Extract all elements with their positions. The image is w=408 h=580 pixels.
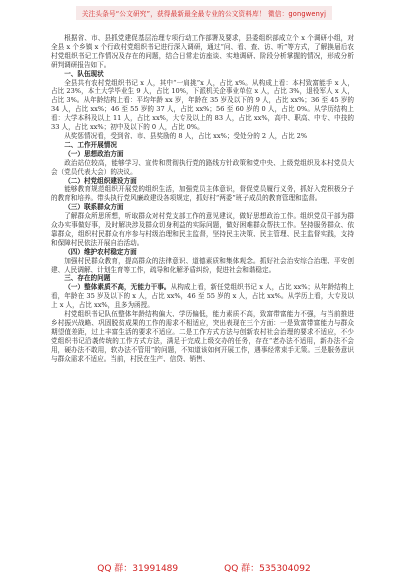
section-heading: 三、存在的问题 [64, 274, 111, 283]
section-heading: 二、工作开展情况 [64, 140, 117, 149]
subsection-heading: （二）村党组织建设方面 [64, 176, 137, 185]
subsection-heading: （一）思想政治方面 [64, 149, 124, 158]
body-paragraph: 全县共有农村党组织书记 x 人，其中“一肩挑”x 人，占比 x%。从构成上看：本村致富能手 x 人，占比 23%，本土大学毕业生 9 人，占比 10%，下派机关企事业单位 x 人，占比 3%，退役军人 x 人，占比 3%。从年龄结构上看：平均年龄 xx 岁，年龄在 35 岁及以下的 9 人，占比 xx%；36 至 45 岁的 34 人，占比 xx%；46 至 55 岁的 37 人，占比 xx%；56 至 60 岁的 0 人，占比 0%。从学历结构上看：大学本科及以上 11 人，占比 xx%，大专及以上的 83 人，占比 xx%，高中、职高、中专、中技的 33 人，占比 xx%；初中及以下的 0 人，占比 0%。 [51, 78, 354, 132]
body-paragraph: 从奖惩情况看，受到省、市、县奖励的 8 人，占比 xx%；受处分的 2 人，占比 2% [64, 131, 308, 140]
body-paragraph: 政治站位较高，能够学习、宣传和贯彻执行党的路线方针政策和党中央、上级党组织及本村党员大会（党员代表大会）的决议。 [51, 158, 354, 176]
top-banner [20, 6, 388, 20]
footer-qq-group-2: QQ 群：535304092 [224, 563, 311, 574]
body-paragraph [51, 283, 354, 310]
banner-text: 关注头条号“公文研究”，获得最新最全最专业的公文资料库！ 微信：gongwenyj [76, 6, 332, 20]
body-paragraph: 根据省、市、县抓党建促基层治理专项行动工作部署及要求，县委组织部成立个 x 个调研小组，对全县 x 个乡镇 x 个行政村党组织书记进行深入调研，通过“问、看、查、访、听”等方式，了解换届后农村党组织书记工作情况及存在的问题，结合日常走访座谈、实地调研、阶段分析掌握的情况，形成分析研判调研报告如下。 [51, 34, 354, 69]
paragraph-lead: （一）整体素质不高，无能力干事。 [64, 283, 171, 292]
body-paragraph: 能够教育规范组织开展党的组织生活，加强党员主体意识，督促党员履行义务，抓好入党积极分子的教育和培养。带头执行党风廉政建设各项规定，抓好村“两委”班子成员的教育管理和监督。 [51, 185, 354, 203]
body-paragraph: 村党组织书记队伍整体年龄结构偏大、学历偏低，能力素质不高，致富带富能力不强，与当前推进乡村振兴战略、巩固脱贫成果的工作的需求不相适应，突出表现在三个方面：一是致富带富能力与群众期望值差距，过上丰富生活的要求不适应。二是工作方式方法与创新农村社会治理的要求不适应，不少党组织书记沿袭传统的工作方式方法，满足于完成上级交办的任务，存在“老办法不适用，新办法不会用，硬办法不敢用，软办法不管用”的问题，不知道该如何开展工作，遇事经常束手无策。三是服务意识与群众需求不适应。当前，村民在生产、信贷、销售、 [51, 310, 354, 363]
paragraph-text: 从构成上看，新任党组织书记 x 人，占比 xx%；从年龄结构上看，年龄在 35 岁及以下的 x 人，占比 xx%，46 至 55 岁的 x 人，占比 xx%。从学历上看，大专及以上 x 人，占比 xx%，且多为函授。 [51, 283, 354, 310]
footer [0, 560, 408, 574]
subsection-heading: （三）联系群众方面 [64, 203, 124, 212]
body-paragraph: 加强村民群众教育，提高群众的法律意识、道德素质和集体观念。抓好社会治安综合治理、平安创建、人民调解、计划生育等工作，疏导和化解矛盾纠纷，促进社会和谐稳定。 [51, 256, 354, 274]
body-paragraph: 了解群众所思所想，听取群众对村党支部工作的意见建议，做好思想政治工作。组织党员干部为群众办实事做好事，及时解决涉及群众切身利益的实际问题，做好困难群众帮扶工作。坚持服务群众、依靠群众，组织村民群众有序参与村级治理和民主监督，坚持民主决策、民主管理、民主监督实践，支持和保障村民依法开展自治活动。 [51, 212, 354, 247]
section-heading: 一、队伍现状 [64, 69, 104, 78]
document-body [51, 34, 354, 542]
subsection-heading: （四）维护农村稳定方面 [64, 247, 137, 256]
footer-qq-group-1: QQ 群：31991489 [97, 563, 179, 574]
